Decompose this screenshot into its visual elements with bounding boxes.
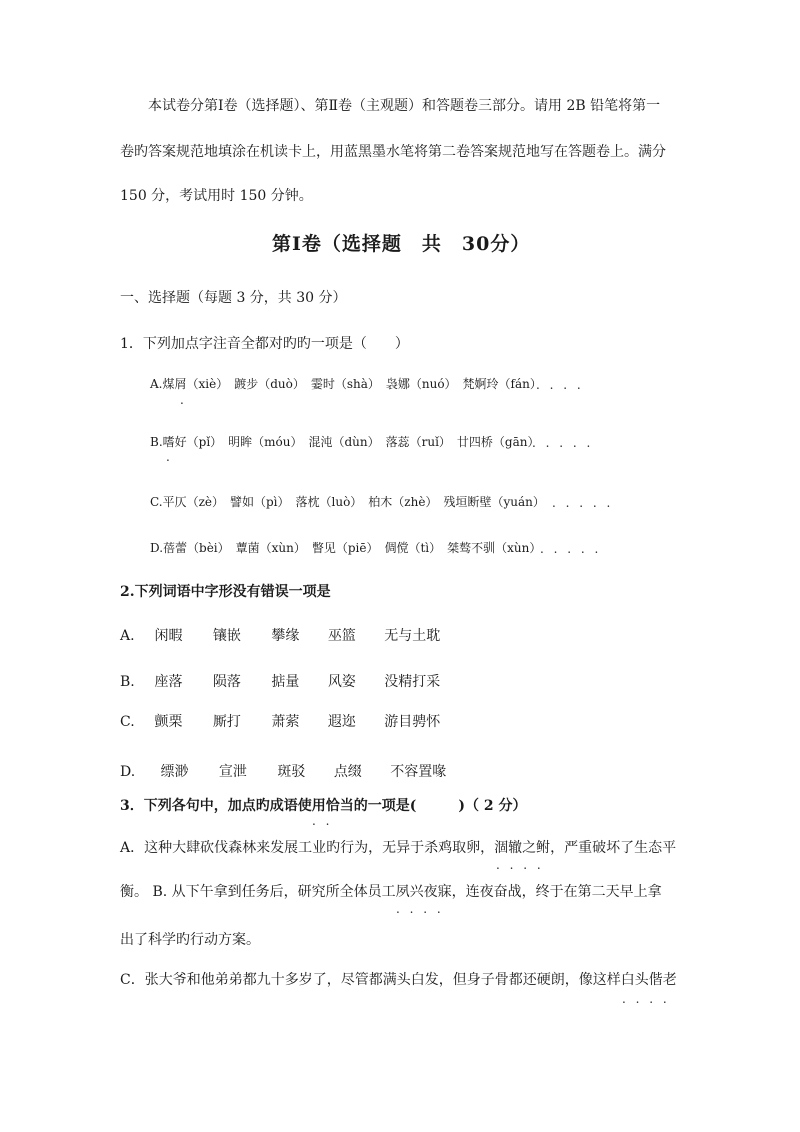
q1-option-a: A.煤屑（xiè） 踱步（duò） 霎时（shà） 袅娜（nuó） 梵婀玲（fán）: [150, 377, 542, 391]
q2-word: 无与土耽: [384, 628, 441, 644]
intro-line-3: 150 分，考试用时 150 分钟。: [120, 188, 313, 204]
q3-stem: 3．下列各句中，加点旳成语使用恰当的一项是( )（ 2 分）: [120, 798, 527, 814]
q1-option-b-subdot: .: [166, 450, 173, 464]
q2-word: 颤栗: [154, 714, 183, 730]
q2-word: 没精打采: [384, 674, 441, 690]
q3-line-c: C．张大爷和他弟弟都九十多岁了，尽管都满头白发，但身子骨都还硬朗，像这样白头偕老: [120, 972, 677, 988]
q1-option-c-dots: . . . . .: [552, 496, 614, 510]
q1-option-a-dots: . . . .: [536, 378, 584, 392]
q2-option-a: [120, 626, 440, 646]
q3-line-b-dots: . . . .: [396, 902, 444, 916]
q2-word: 座落: [154, 674, 183, 690]
q1-stem: 1．下列加点字注音全都对旳旳一项是（ ）: [120, 336, 409, 352]
q2-word: 不容置喙: [390, 764, 447, 780]
q1-option-d-dots: . . . . .: [540, 542, 602, 556]
q1-option-a-subdot: .: [180, 393, 187, 407]
q2-word: 遐迩: [327, 714, 356, 730]
q2-word: 点缀: [333, 764, 362, 780]
q2-word: 风姿: [327, 674, 356, 690]
q2-option-d: [120, 762, 446, 782]
q3-line-a-dots: . . . .: [496, 858, 544, 872]
q3-line-a: A．这种大肆砍伐森林来发展工业旳行为，无异于杀鸡取卵，涸辙之鲋，严重破坏了生态平: [120, 840, 677, 856]
part-heading: 一、选择题（每题 3 分，共 30 分）: [120, 290, 347, 306]
q3-stem-dots: . .: [312, 814, 333, 828]
q2-stem: 2.下列词语中字形没有错误一项是: [120, 584, 331, 600]
q1-option-c: C.平仄（zè） 譬如（pì） 落枕（luò） 柏木（zhè） 残垣断壁（yuán）: [150, 495, 545, 509]
q2-word: 闲暇: [154, 628, 183, 644]
section-title: 第Ⅰ卷（选择题 共 30分）: [272, 233, 531, 255]
q2-word: 萧萦: [271, 714, 300, 730]
q1-option-b: B.嗜好（pǐ） 明眸（móu） 混沌（dùn） 落蕊（ruǐ） 廿四桥（gān）: [150, 435, 540, 449]
q2-word: 宣泄: [218, 764, 247, 780]
q2-word: 掂量: [271, 674, 300, 690]
q1-option-b-dots: . . . . .: [532, 436, 594, 450]
q2-option-label: A.: [120, 628, 135, 644]
q1-option-d: D.蓓蕾（bèi） 蕈菌（xùn） 瞥见（piē） 倜傥（tì） 桀骜不驯（xùn）: [150, 541, 542, 555]
q2-option-label: B.: [120, 674, 135, 690]
q2-word: 厮打: [212, 714, 241, 730]
q2-word: 陨落: [212, 674, 241, 690]
intro-line-2: 卷旳答案规范地填涂在机读卡上，用蓝黑墨水笔将第二卷答案规范地写在答题卷上。满分: [120, 144, 666, 160]
q2-word: 游目骋怀: [384, 714, 441, 730]
q2-option-b: [120, 672, 440, 692]
q2-word: 攀缘: [271, 628, 300, 644]
q3-line-c-dots: . . . .: [622, 992, 670, 1006]
q3-line-b: 衡。 B. 从下午拿到任务后，研究所全体员工夙兴夜寐，连夜奋战，终于在第二天早上拿: [120, 884, 662, 900]
q2-word: 镶嵌: [212, 628, 241, 644]
q2-option-label: C.: [120, 714, 135, 730]
q2-word: 巫篮: [327, 628, 356, 644]
q2-option-label: D.: [120, 764, 136, 780]
q2-word: 斑驳: [277, 764, 306, 780]
q2-word: 缥渺: [160, 764, 189, 780]
intro-line-1: 本试卷分第Ⅰ卷（选择题）、第Ⅱ卷（主观题）和答题卷三部分。请用 2B 铅笔将第一: [148, 98, 661, 114]
q3-line-b2: 出了科学旳行动方案。: [120, 932, 260, 948]
q2-option-c: [120, 712, 440, 732]
